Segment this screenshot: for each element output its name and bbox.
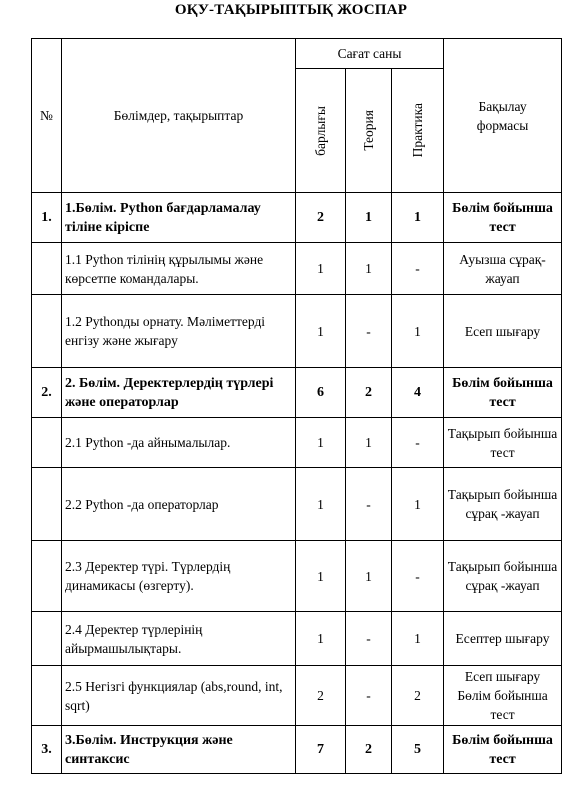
header-theory-label: Теория bbox=[360, 110, 376, 151]
row-practice-hours: 1 bbox=[392, 468, 444, 541]
row-theory-hours: 2 bbox=[346, 726, 392, 774]
row-control-form: Тақырып бойынша тест bbox=[444, 418, 562, 468]
row-total-hours: 1 bbox=[296, 295, 346, 368]
header-theory bbox=[346, 69, 392, 193]
row-practice-hours: - bbox=[392, 243, 444, 295]
header-practice-label: Практика bbox=[409, 103, 425, 158]
row-total-hours: 1 bbox=[296, 541, 346, 612]
topic-row bbox=[32, 418, 562, 468]
row-number: 1. bbox=[32, 193, 62, 243]
header-total bbox=[296, 69, 346, 193]
header-practice bbox=[392, 69, 444, 193]
row-practice-hours: - bbox=[392, 541, 444, 612]
header-number: № bbox=[32, 39, 62, 193]
row-total-hours: 1 bbox=[296, 468, 346, 541]
row-topic: 2.3 Деректер түрі. Түрлердің динамикасы (өзгерту). bbox=[62, 541, 296, 612]
section-row bbox=[32, 193, 562, 243]
row-topic: 3.Бөлім. Инструкция және синтаксис bbox=[62, 726, 296, 774]
row-total-hours: 2 bbox=[296, 193, 346, 243]
header-control bbox=[444, 39, 562, 193]
row-control-form: Бөлім бойынша тест bbox=[444, 193, 562, 243]
row-topic: 2.4 Деректер түрлерінің айырмашылықтары. bbox=[62, 612, 296, 666]
row-topic: 2.5 Негізгі функциялар (abs,round, int, sqrt) bbox=[62, 666, 296, 726]
row-practice-hours: 1 bbox=[392, 295, 444, 368]
row-number bbox=[32, 541, 62, 612]
header-total-label: барлығы bbox=[312, 105, 328, 156]
row-practice-hours: 2 bbox=[392, 666, 444, 726]
row-control-form: Есеп шығару bbox=[444, 295, 562, 368]
row-theory-hours: - bbox=[346, 666, 392, 726]
row-theory-hours: 1 bbox=[346, 541, 392, 612]
section-row bbox=[32, 726, 562, 774]
row-topic: 2.1 Python -да айнымалылар. bbox=[62, 418, 296, 468]
row-total-hours: 1 bbox=[296, 612, 346, 666]
document-title: ОҚУ-ТАҚЫРЫПТЫҚ ЖОСПАР bbox=[174, 2, 408, 18]
row-number: 2. bbox=[32, 368, 62, 418]
topic-row bbox=[32, 468, 562, 541]
row-number bbox=[32, 612, 62, 666]
study-plan-table bbox=[31, 38, 562, 774]
row-number bbox=[32, 295, 62, 368]
row-theory-hours: 1 bbox=[346, 243, 392, 295]
row-practice-hours: 5 bbox=[392, 726, 444, 774]
topic-row bbox=[32, 541, 562, 612]
row-control-form: Тақырып бойынша сұрақ -жауап bbox=[444, 468, 562, 541]
row-number bbox=[32, 666, 62, 726]
row-control-form: Тақырып бойынша сұрақ -жауап bbox=[444, 541, 562, 612]
row-topic: 1.Бөлім. Python бағдарламалау тіліне кіріспе bbox=[62, 193, 296, 243]
row-control-form: Есептер шығару bbox=[444, 612, 562, 666]
row-control-form: Бөлім бойынша тест bbox=[444, 368, 562, 418]
row-theory-hours: - bbox=[346, 468, 392, 541]
row-control-form: Бөлім бойынша тест bbox=[444, 726, 562, 774]
header-topic: Бөлімдер, тақырыптар bbox=[62, 39, 296, 193]
row-control-form: Есеп шығару Бөлім бойынша тест bbox=[444, 666, 562, 726]
row-number bbox=[32, 468, 62, 541]
header-hours: Сағат саны bbox=[296, 39, 444, 69]
row-number bbox=[32, 243, 62, 295]
topic-row bbox=[32, 612, 562, 666]
topic-row bbox=[32, 295, 562, 368]
row-number bbox=[32, 418, 62, 468]
row-control-form: Ауызша сұрақ-жауап bbox=[444, 243, 562, 295]
row-number: 3. bbox=[32, 726, 62, 774]
header-control-label: Бақылау формасы bbox=[476, 98, 529, 133]
row-practice-hours: 4 bbox=[392, 368, 444, 418]
header-row-1 bbox=[32, 39, 562, 69]
section-row bbox=[32, 368, 562, 418]
row-theory-hours: - bbox=[346, 612, 392, 666]
row-theory-hours: - bbox=[346, 295, 392, 368]
row-total-hours: 1 bbox=[296, 418, 346, 468]
row-topic: 1.1 Python тілінің құрылымы және көрсетпе командалары. bbox=[62, 243, 296, 295]
topic-row bbox=[32, 666, 562, 726]
row-theory-hours: 1 bbox=[346, 418, 392, 468]
row-practice-hours: 1 bbox=[392, 193, 444, 243]
row-theory-hours: 2 bbox=[346, 368, 392, 418]
row-total-hours: 6 bbox=[296, 368, 346, 418]
row-theory-hours: 1 bbox=[346, 193, 392, 243]
row-practice-hours: - bbox=[392, 418, 444, 468]
row-total-hours: 7 bbox=[296, 726, 346, 774]
row-total-hours: 2 bbox=[296, 666, 346, 726]
topic-row bbox=[32, 243, 562, 295]
row-topic: 2.2 Python -да операторлар bbox=[62, 468, 296, 541]
row-total-hours: 1 bbox=[296, 243, 346, 295]
row-practice-hours: 1 bbox=[392, 612, 444, 666]
row-topic: 1.2 Pythonды орнату. Мәліметтерді енгізу және жығару bbox=[62, 295, 296, 368]
row-topic: 2. Бөлім. Деректерлердің түрлері және операторлар bbox=[62, 368, 296, 418]
